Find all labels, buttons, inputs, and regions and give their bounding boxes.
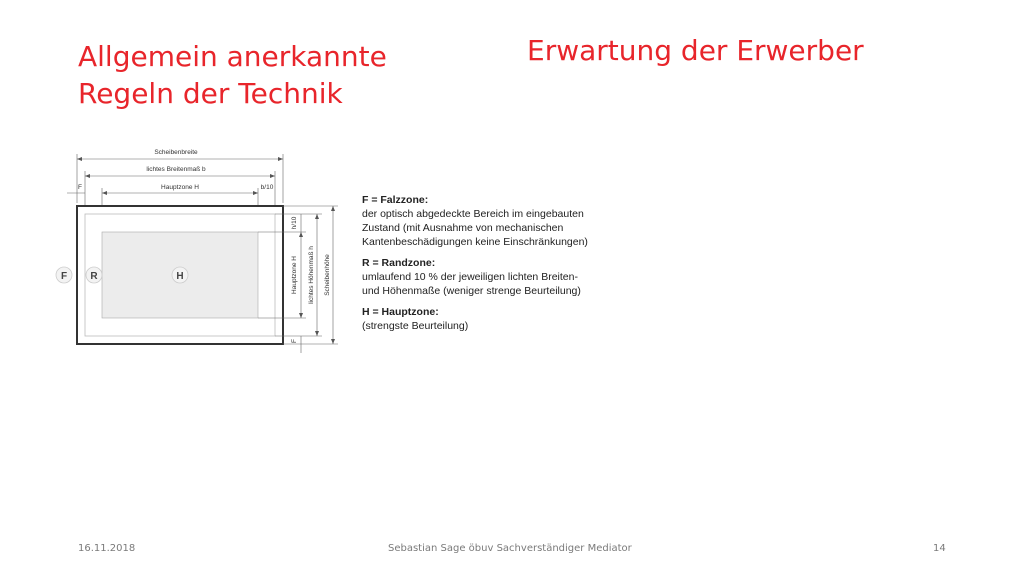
zone-label-r: R — [90, 271, 98, 282]
slide-title-left — [78, 38, 387, 112]
legend-text-line: und Höhenmaße (weniger strenge Beurteilung) — [362, 285, 581, 297]
title-left-line-1: Allgemein anerkannte — [78, 40, 387, 73]
dim-label-lichtes-breitenmass: lichtes Breitenmaß b — [146, 166, 206, 173]
dim-label-b10: b/10 — [260, 184, 274, 191]
legend-text-line: der optisch abgedeckte Bereich im eingebauten — [362, 208, 584, 220]
title-left-line-2: Regeln der Technik — [78, 77, 343, 110]
legend-text-line: (strengste Beurteilung) — [362, 320, 469, 332]
slide-title-right: Erwartung der Erwerber — [527, 34, 864, 67]
legend-entry-randzone — [362, 256, 662, 298]
zone-label-f: F — [60, 271, 68, 282]
legend-heading-falzzone: F = Falzzone: — [362, 194, 429, 206]
dim-label-scheibenbreite: Scheibenbreite — [154, 149, 198, 156]
dim-label-f-top: F — [78, 184, 82, 191]
legend-text-line: umlaufend 10 % der jeweiligen lichten Breiten- — [362, 271, 578, 283]
dim-label-hauptzone-side: Hauptzone H — [291, 256, 298, 294]
legend-entry-falzzone — [362, 193, 662, 249]
legend-entry-hauptzone — [362, 305, 662, 333]
footer-date: 16.11.2018 — [78, 543, 136, 554]
legend-heading-hauptzone: H = Hauptzone: — [362, 306, 439, 318]
glass-zone-svg — [52, 143, 352, 363]
dim-label-h10: h/10 — [291, 216, 298, 230]
dim-label-f-side: F — [291, 339, 298, 343]
glass-zone-diagram — [52, 143, 352, 363]
legend-heading-randzone: R = Randzone: — [362, 257, 436, 269]
legend-text-line: Kantenbeschädigungen keine Einschränkungen) — [362, 236, 588, 248]
footer-presenter: Sebastian Sage öbuv Sachverständiger Mediator — [388, 543, 632, 554]
zone-legend — [362, 193, 662, 340]
legend-text-line: Zustand (mit Ausnahme von mechanischen — [362, 222, 564, 234]
zone-label-h: H — [176, 271, 184, 282]
footer-page-number: 14 — [933, 543, 946, 554]
dim-label-hauptzone-top: Hauptzone H — [161, 184, 199, 191]
dim-label-lichtes-hoehenmass: lichtes Höhenmaß h — [308, 246, 315, 304]
dim-label-scheibenhoehe: Scheibenhöhe — [324, 254, 331, 296]
